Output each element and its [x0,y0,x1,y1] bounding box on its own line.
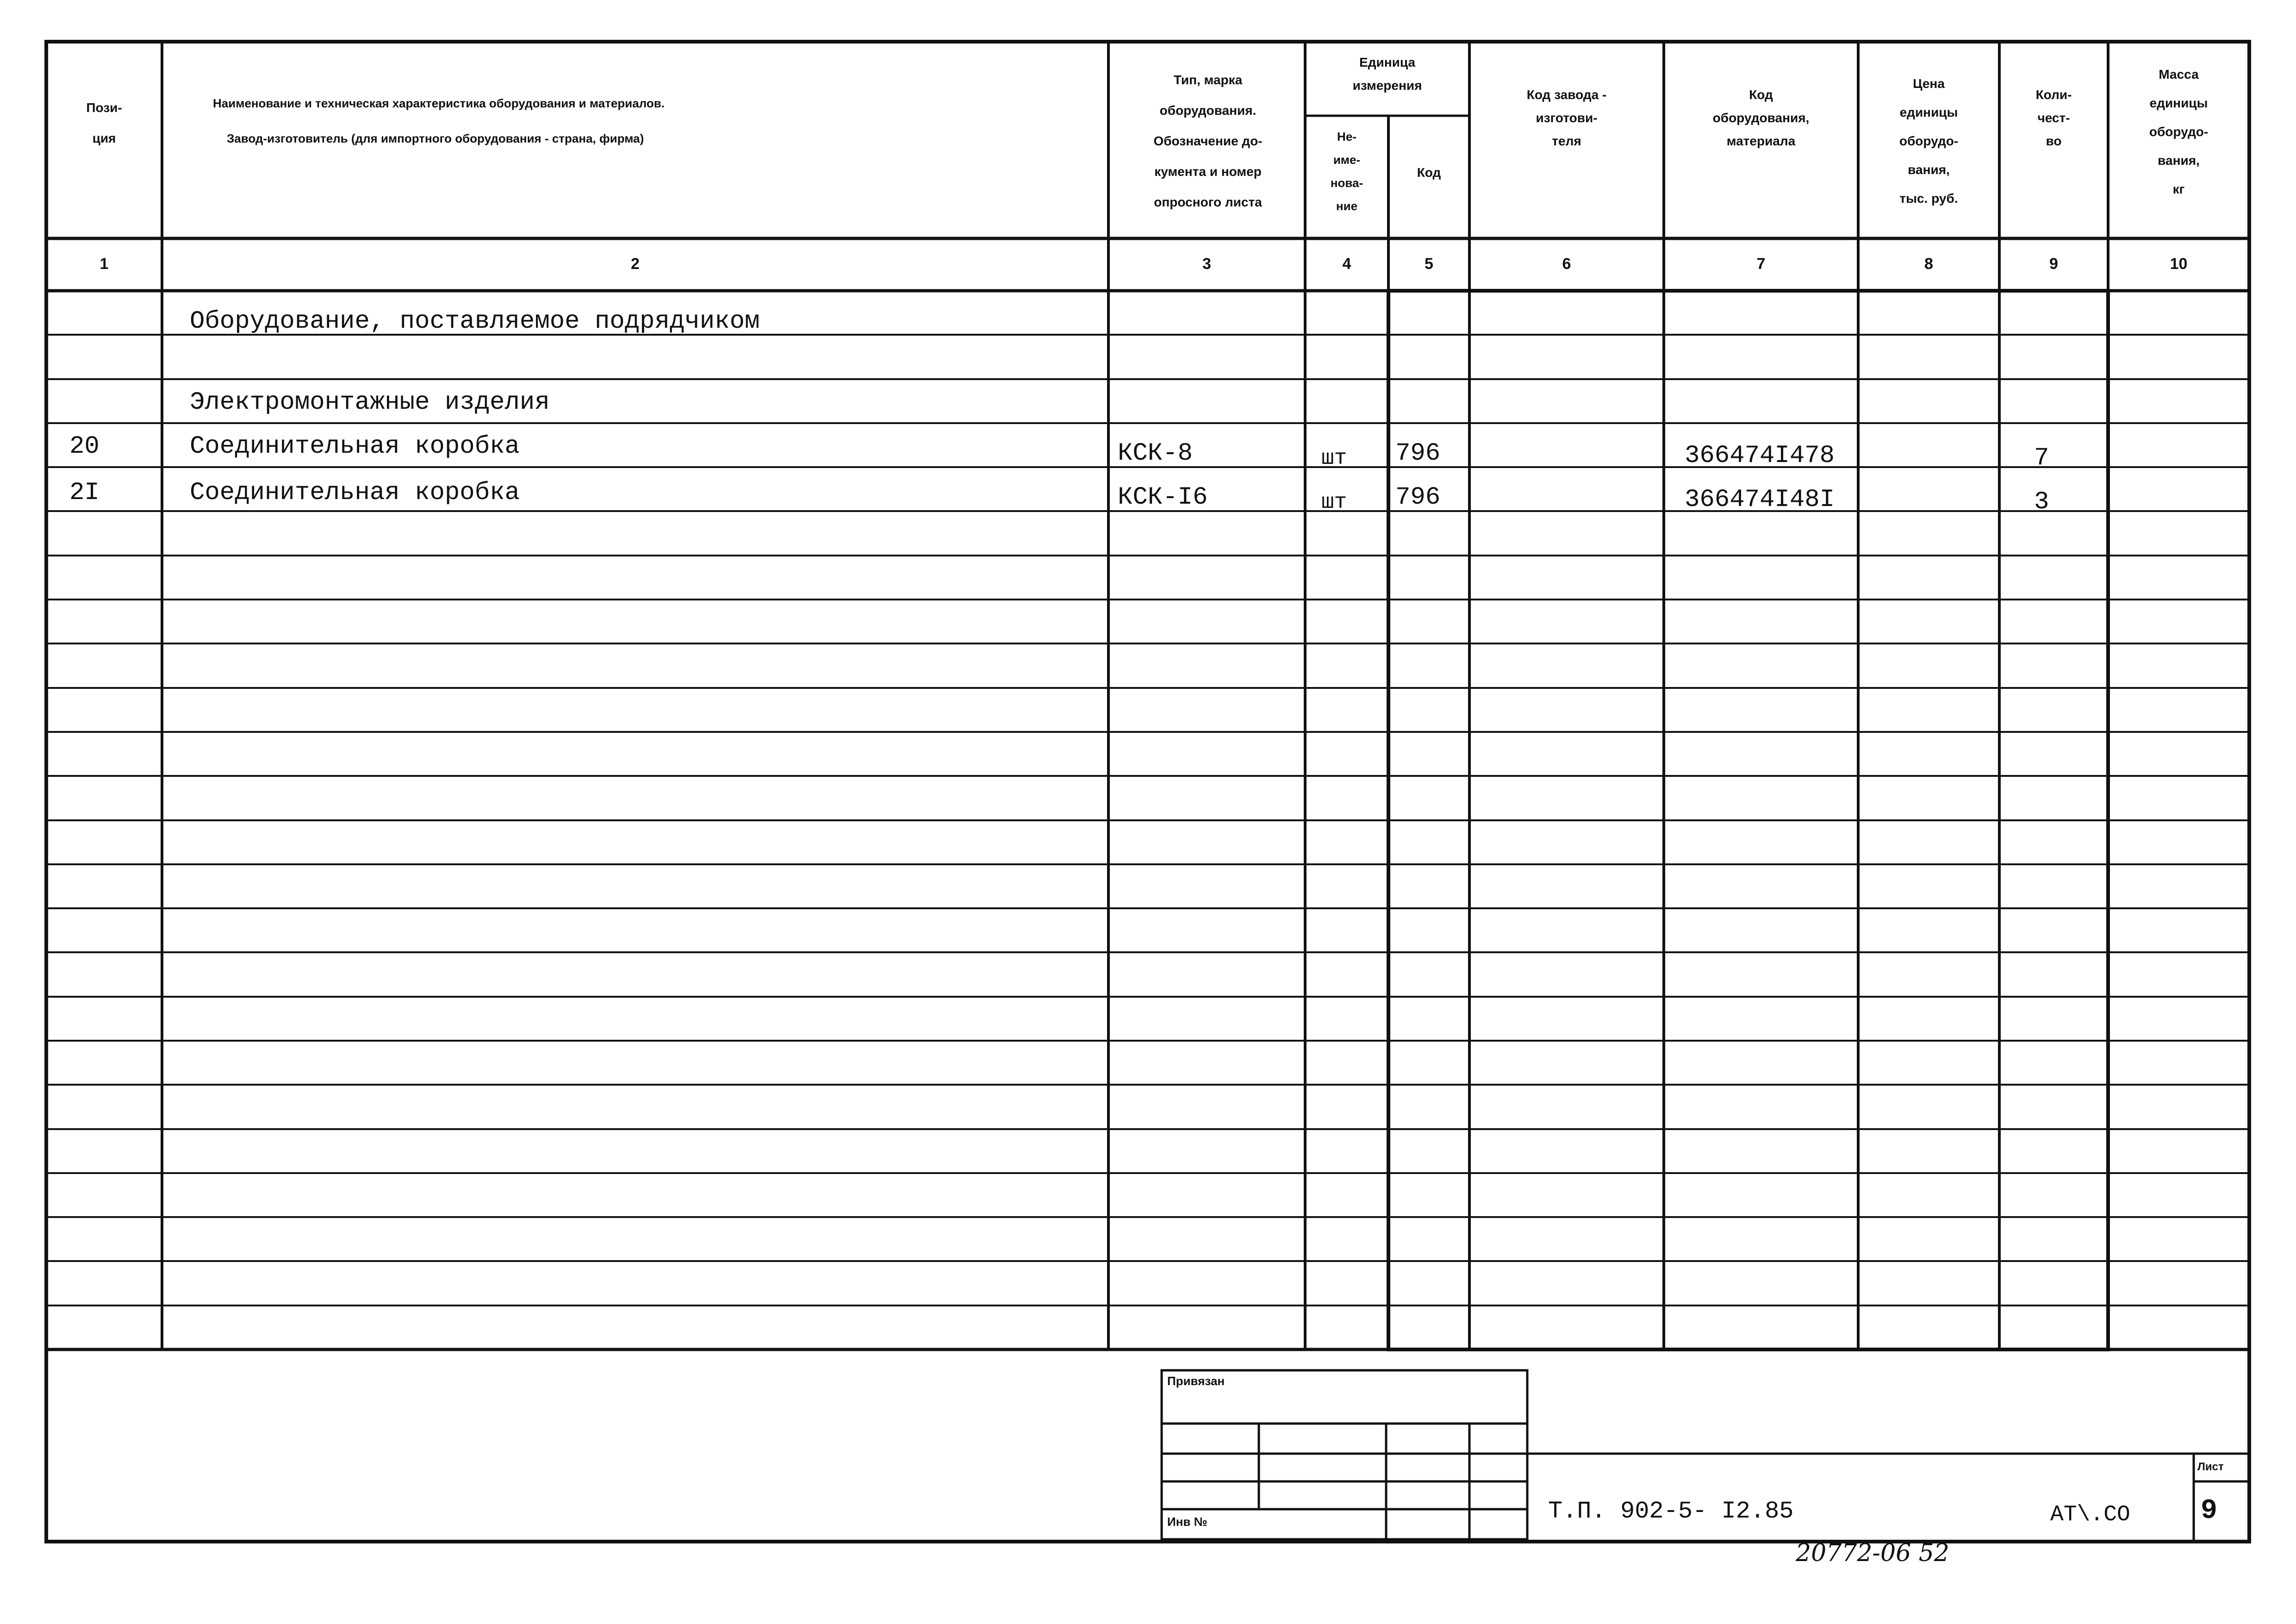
header-line: опросного листа [1154,195,1262,209]
header-line: чест- [2037,111,2070,125]
row-equipment-code: 366474I478 [1685,442,1835,470]
column-number: 7 [1756,255,1766,273]
header-maker-code [1469,83,1664,153]
row-position: 2I [69,479,100,507]
header-line: изготови- [1536,111,1598,125]
header-line: Не- [1337,130,1356,144]
header-line: единицы [1899,105,1958,119]
header-mass [2108,60,2249,204]
header-equipment-code [1664,83,1858,153]
header-line: оборудования, [1712,111,1810,125]
header-line: единицы [2149,96,2208,110]
header-line: вания, [2158,153,2200,168]
row-equipment-code: 366474I48I [1685,486,1835,514]
row-unit: шт [1321,490,1347,514]
header-line: Наименование и техническая характеристика оборудования и материалов. [213,96,665,110]
document-number: Т.П. 902-5- I2.85 [1548,1498,1794,1525]
header-unit [1305,51,1469,97]
column-number: 5 [1425,255,1433,273]
row-unit: шт [1321,446,1347,470]
attached-label: Привязан [1167,1374,1225,1388]
header-unit-code [1388,157,1469,188]
row-unit-code: 796 [1395,439,1441,468]
header-line: кг [2172,182,2185,196]
header-line: оборудо- [1899,134,1959,148]
header-line: материала [1726,134,1796,148]
row-type: КСК-I6 [1118,483,1208,512]
sheet-number: 9 [2201,1495,2218,1527]
column-number: 10 [2170,255,2188,273]
header-position [46,93,162,154]
header-quantity [1999,83,2108,153]
header-line: тыс. руб. [1899,191,1958,206]
header-line: Код [1749,87,1773,102]
row-position: 20 [69,432,100,461]
document-code: АТ\.СО [2050,1502,2130,1527]
row-type: КСК-8 [1118,439,1193,468]
header-line: Обозначение до- [1153,134,1263,148]
row-unit-code: 796 [1395,483,1441,512]
header-line: нова- [1330,176,1363,190]
header-line: Масса [2159,67,2199,81]
column-number: 6 [1562,255,1571,273]
sheet-label: Лист [2197,1461,2224,1473]
header-line: Пози- [86,100,122,115]
header-line: оборудо- [2149,125,2209,139]
header-line: име- [1333,153,1361,167]
column-number: 8 [1924,255,1933,273]
header-line: Завод-изготовитель (для импортного оборудования - страна, фирма) [227,131,644,145]
header-name [213,88,1092,154]
header-unit-name [1305,125,1388,218]
column-number: 3 [1202,255,1211,273]
header-line: ние [1336,199,1358,213]
header-line: во [2046,134,2062,148]
row-name: Соединительная коробка [190,432,520,461]
row-quantity: 7 [2034,444,2049,472]
header-line: вания, [1908,162,1950,177]
header-line: оборудования. [1159,103,1257,118]
header-line: Цена [1913,76,1945,91]
row-name: Соединительная коробка [190,479,520,507]
row-name: Оборудование, поставляемое подрядчиком [190,307,760,336]
header-line: Код завода - [1526,87,1607,102]
column-number: 4 [1342,255,1351,273]
header-line: Коли- [2035,87,2072,102]
header-line: ция [92,131,116,145]
header-line: теля [1552,134,1581,148]
archive-number: 20772-06 52 [1796,1539,1949,1567]
header-line: Код [1417,165,1441,180]
column-number: 1 [100,255,109,273]
column-number: 9 [2049,255,2058,273]
header-type [1111,65,1305,218]
column-number: 2 [631,255,640,273]
header-line: Единица [1359,55,1415,69]
header-line: кумента и номер [1154,164,1262,179]
header-line: измерения [1352,78,1422,93]
header-line: Тип, марка [1173,73,1243,87]
row-name: Электромонтажные изделия [190,388,550,417]
inventory-number-label: Инв № [1167,1515,1207,1529]
header-line [213,119,1092,123]
row-quantity: 3 [2034,488,2049,516]
header-price [1858,69,1999,213]
